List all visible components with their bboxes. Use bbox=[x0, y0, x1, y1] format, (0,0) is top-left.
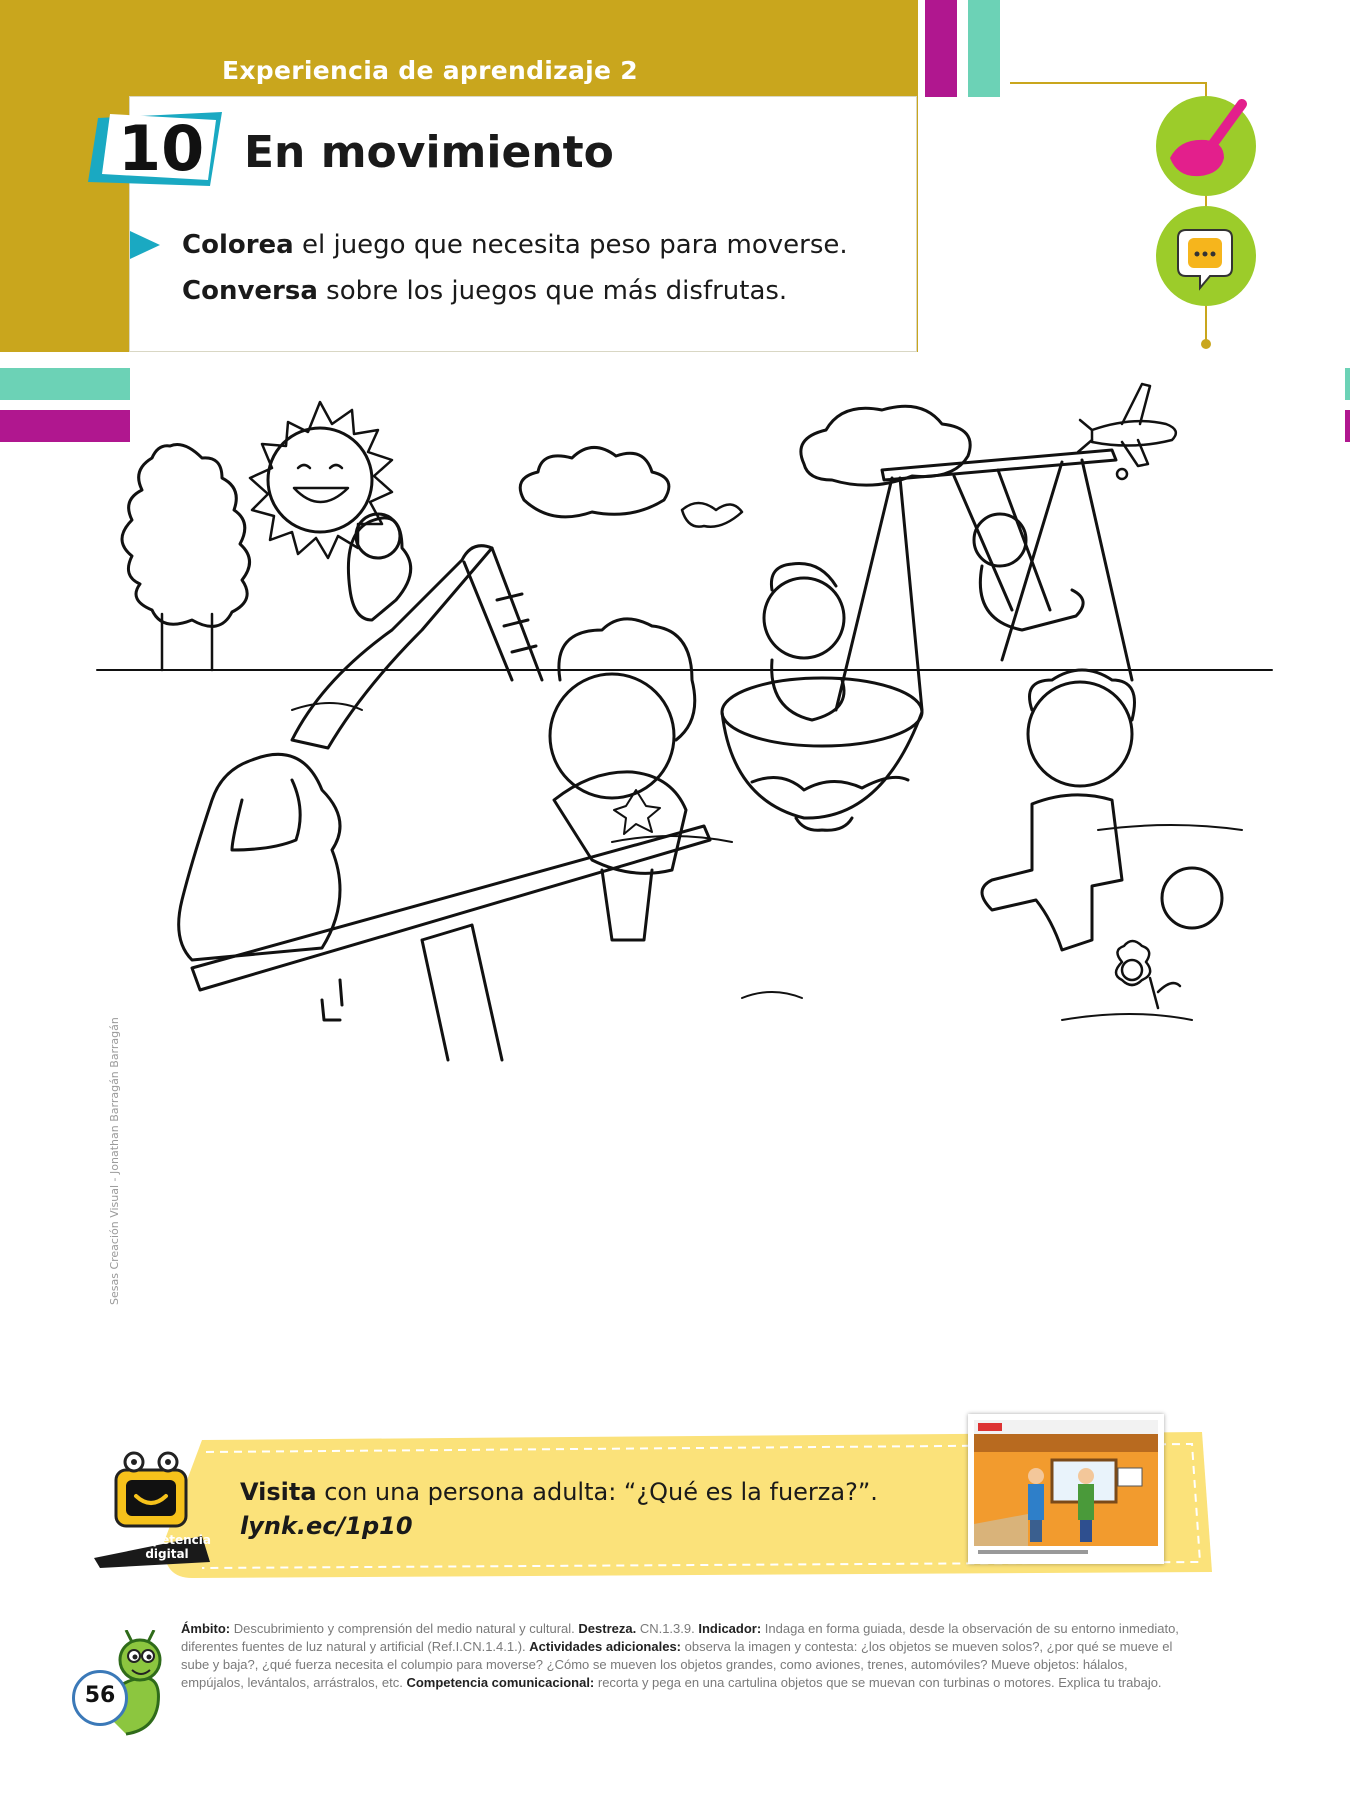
instruction-text-2: sobre los juegos que más disfrutas. bbox=[317, 276, 788, 306]
notes-competencia-text: recorta y pega en una cartulina objetos que se muevan con turbinas o motores. Explica tu trabajo. bbox=[594, 1675, 1162, 1690]
airplane-drawing bbox=[1078, 384, 1176, 479]
notes-actividades-label: Actividades adicionales: bbox=[529, 1639, 682, 1654]
sun-drawing bbox=[250, 402, 392, 558]
coloring-hand-icon bbox=[1156, 96, 1256, 196]
notes-competencia-label: Competencia comunicacional: bbox=[406, 1675, 595, 1690]
ball-child-drawing bbox=[982, 670, 1222, 950]
instruction-verb-2: Conversa bbox=[182, 276, 318, 306]
instruction-arrow-icon bbox=[130, 231, 160, 259]
notes-ambito-label: Ámbito: bbox=[181, 1621, 231, 1636]
video-thumbnail[interactable] bbox=[968, 1414, 1164, 1564]
video-link[interactable]: lynk.ec/1p10 bbox=[240, 1512, 413, 1540]
lesson-title: En movimiento bbox=[244, 127, 614, 178]
flower-drawing bbox=[1116, 941, 1180, 1008]
illustration-credit: Sesas Creación Visual - Jonathan Barragán Barragán bbox=[108, 1017, 121, 1305]
notes-destreza-text: CN.1.3.9. bbox=[636, 1621, 699, 1636]
instruction-text-1: el juego que necesita peso para moverse. bbox=[293, 230, 848, 260]
notes-indicador-label: Indicador: bbox=[698, 1621, 762, 1636]
competence-label bbox=[122, 1533, 212, 1561]
visit-verb: Visita bbox=[240, 1478, 317, 1506]
activity-icons-rail bbox=[1010, 78, 1260, 358]
spinning-bowl-drawing bbox=[722, 563, 922, 830]
notes-destreza-label: Destreza. bbox=[578, 1621, 637, 1636]
decorative-stripe bbox=[968, 0, 1000, 97]
cloud-drawing bbox=[520, 447, 669, 516]
competence-label-line-2: digital bbox=[145, 1547, 189, 1561]
visit-text: con una persona adulta: “¿Qué es la fuerza?”. bbox=[316, 1478, 878, 1506]
visit-instruction bbox=[240, 1478, 878, 1506]
competence-label-line-1: Competencia bbox=[122, 1533, 212, 1547]
section-label: Experiencia de aprendizaje 2 bbox=[222, 56, 638, 85]
instruction-line-2 bbox=[182, 276, 787, 306]
lesson-number: 10 bbox=[118, 112, 205, 185]
bird-drawing bbox=[682, 503, 742, 527]
tree-drawing bbox=[122, 445, 250, 627]
notes-ambito-text: Descubrimiento y comprensión del medio natural y cultural. bbox=[230, 1621, 579, 1636]
speech-bubble-icon bbox=[1156, 206, 1256, 306]
notes-indicador-text: Indaga en forma guiada, desde la observación de su entorno inmediato, diferentes fuentes de luz natural y artificial (Ref.I.CN.1.4.1.). bbox=[181, 1621, 1179, 1654]
decorative-stripe bbox=[925, 0, 957, 97]
teacher-notes bbox=[181, 1620, 1191, 1692]
decorative-stripe bbox=[1345, 410, 1350, 442]
slide-drawing bbox=[292, 514, 542, 748]
instruction-verb-1: Colorea bbox=[182, 230, 294, 260]
page-number: 56 bbox=[84, 1683, 116, 1708]
playground-illustration bbox=[92, 380, 1282, 1180]
instruction-line-1 bbox=[182, 230, 848, 260]
decorative-stripe bbox=[1345, 368, 1350, 400]
girl-drawing bbox=[179, 754, 342, 1020]
notes-actividades-text: observa la imagen y contesta: ¿los objetos se mueven solos?, ¿por qué se mueve el sube y baja?, ¿qué fuerza necesita el columpio para moverse? ¿Cómo se mueven los objetos grandes, como aviones, trenes, automóviles? Mueve objetos: hálalos, empújalos, levántalos, arrástralos, etc. bbox=[181, 1639, 1173, 1690]
